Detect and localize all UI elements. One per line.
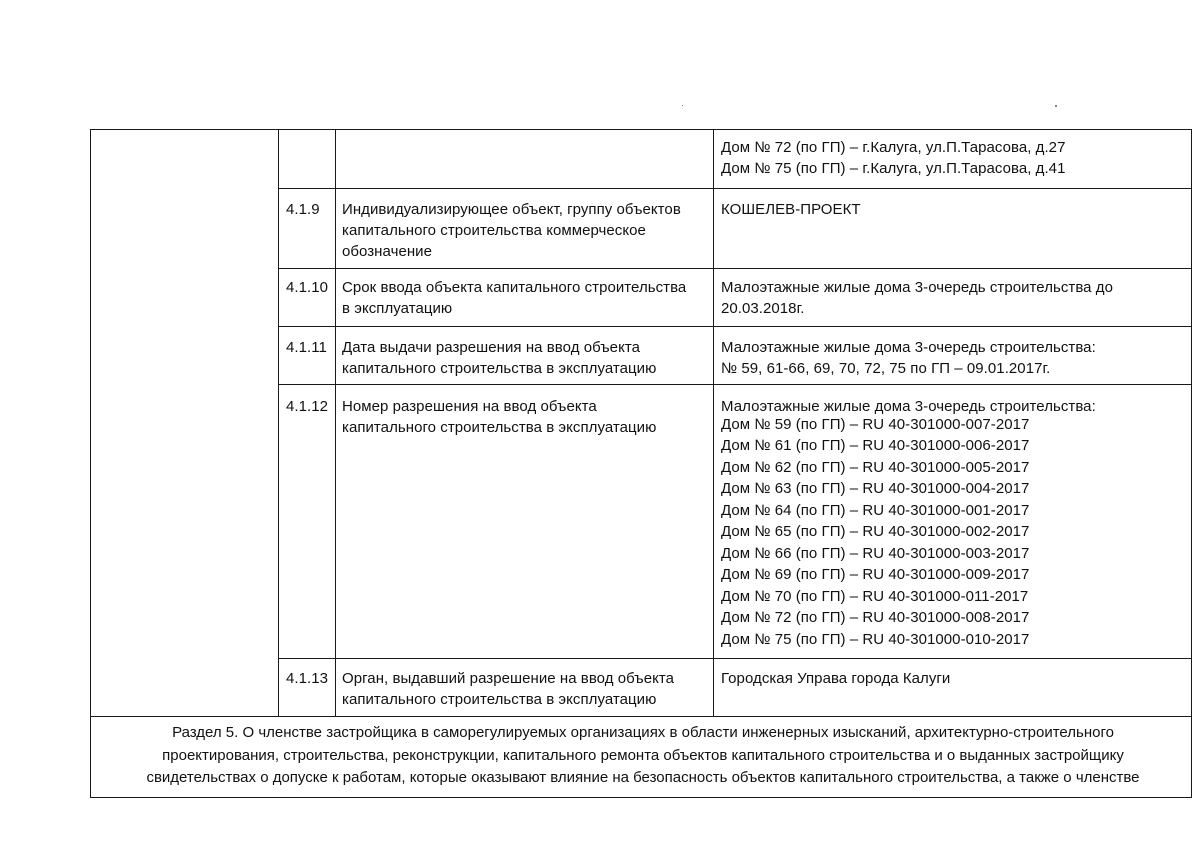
table-border-top xyxy=(90,129,1192,130)
column-divider xyxy=(278,129,279,717)
value-line: Малоэтажные жилые дома 3-очередь строительства: xyxy=(721,398,1096,415)
value-line: Малоэтажные жилые дома 3-очередь строительства до xyxy=(721,279,1113,296)
permit-line: Дом № 70 (по ГП) – RU 40-301000-011-2017 xyxy=(721,587,1029,605)
row-number: 4.1.9 xyxy=(286,201,320,218)
row-divider xyxy=(278,326,1192,327)
row-divider xyxy=(278,384,1192,385)
permit-line: Дом № 75 (по ГП) – RU 40-301000-010-2017 xyxy=(721,630,1030,648)
value-line: 20.03.2018г. xyxy=(721,300,805,317)
row-number: 4.1.12 xyxy=(286,398,329,415)
row-label-line: Номер разрешения на ввод объекта xyxy=(342,398,597,415)
permit-line: Дом № 69 (по ГП) – RU 40-301000-009-2017 xyxy=(721,566,1030,583)
section-5-line: проектирования, строительства, реконструкции, капитального ремонта объектов капитального строительства и о выданных застройщику xyxy=(162,746,1124,764)
permit-line: Дом № 63 (по ГП) – RU 40-301000-004-2017 xyxy=(721,480,1030,497)
row-label-line: Дата выдачи разрешения на ввод объекта xyxy=(342,339,640,356)
row-label-line: Срок ввода объекта капитального строительства xyxy=(342,279,687,296)
permit-line: Дом № 64 (по ГП) – RU 40-301000-001-2017 xyxy=(721,501,1030,519)
table-border-left xyxy=(90,129,91,798)
section-5-heading xyxy=(96,722,1190,790)
row-label-line: капитального строительства в эксплуатацию xyxy=(342,691,657,708)
row-divider xyxy=(278,188,1192,189)
permit-line: Дом № 59 (по ГП) – RU 40-301000-007-2017 xyxy=(721,415,1030,433)
row-label-line: в эксплуатацию xyxy=(342,300,453,317)
row-label-line: капитального строительства коммерческое xyxy=(342,222,646,239)
permit-line: Дом № 62 (по ГП) – RU 40-301000-005-2017 xyxy=(721,458,1030,476)
row-label-line: Орган, выдавший разрешение на ввод объекта xyxy=(342,670,675,687)
row-divider xyxy=(278,658,1192,659)
permit-line: Дом № 65 (по ГП) – RU 40-301000-002-2017 xyxy=(721,523,1030,540)
value-line: Дом № 75 (по ГП) – г.Калуга, ул.П.Тарасова, д.41 xyxy=(721,160,1066,177)
section-divider xyxy=(90,716,1192,717)
table-border-bottom xyxy=(90,797,1192,798)
column-divider xyxy=(335,129,336,717)
value-line: Малоэтажные жилые дома 3-очередь строительства: xyxy=(721,339,1096,356)
row-label-line: капитального строительства в эксплуатацию xyxy=(342,419,657,436)
row-label-line: Индивидуализирующее объект, группу объектов xyxy=(342,201,681,218)
value-line: Городская Управа города Калуги xyxy=(721,670,951,687)
permit-line: Дом № 66 (по ГП) – RU 40-301000-003-2017 xyxy=(721,544,1030,562)
row-label-line: обозначение xyxy=(342,243,432,260)
row-number: 4.1.11 xyxy=(286,339,327,356)
row-number: 4.1.10 xyxy=(286,279,329,296)
permit-line: Дом № 61 (по ГП) – RU 40-301000-006-2017 xyxy=(721,437,1030,454)
value-line: № 59, 61-66, 69, 70, 72, 75 по ГП – 09.01.2017г. xyxy=(721,360,1051,377)
row-divider xyxy=(278,268,1192,269)
permit-line: Дом № 72 (по ГП) – RU 40-301000-008-2017 xyxy=(721,609,1030,626)
value-line: Дом № 72 (по ГП) – г.Калуга, ул.П.Тарасова, д.27 xyxy=(721,139,1066,156)
value-line: КОШЕЛЕВ-ПРОЕКТ xyxy=(721,201,861,218)
column-divider xyxy=(713,129,714,717)
row-label-line: капитального строительства в эксплуатацию xyxy=(342,360,657,377)
table-border-right xyxy=(1191,129,1192,798)
row-number: 4.1.13 xyxy=(286,670,329,687)
section-5-line: Раздел 5. О членстве застройщика в саморегулируемых организациях в области инженерных изысканий, архитектурно-строительного xyxy=(172,724,1114,741)
section-5-line: свидетельствах о допуске к работам, которые оказывают влияние на безопасность объектов капитального строительства, а также о членстве xyxy=(146,769,1140,786)
